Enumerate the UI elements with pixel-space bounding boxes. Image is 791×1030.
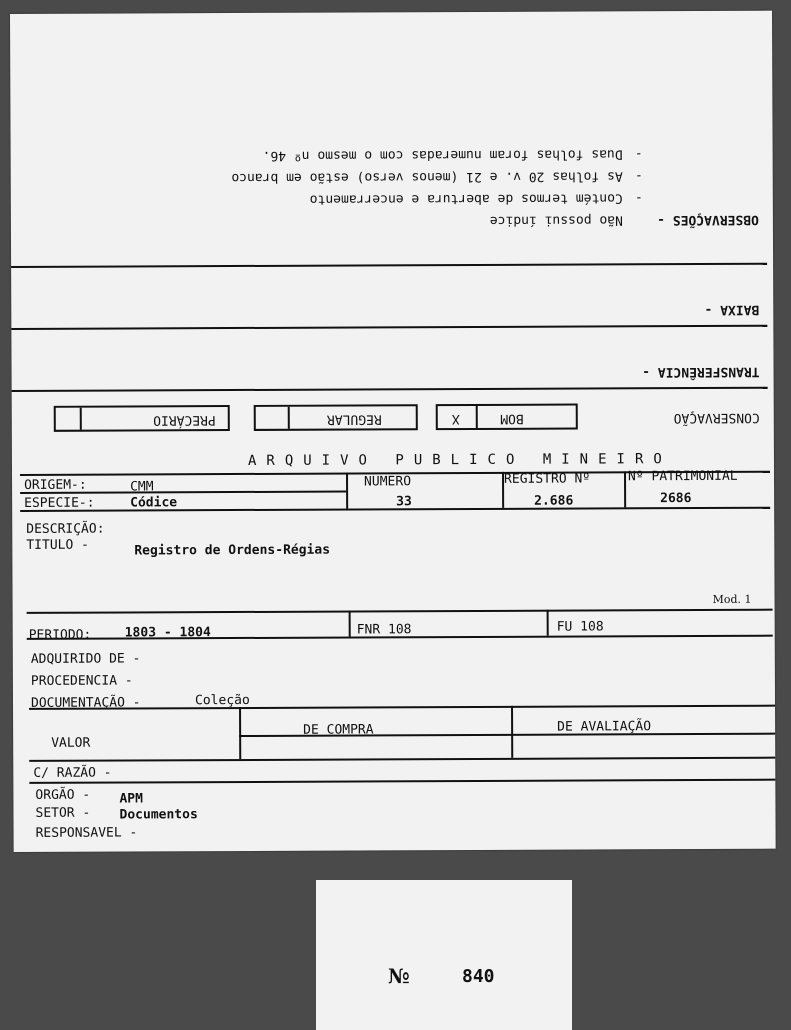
fu-value: FU 108 xyxy=(556,619,604,635)
dash: - xyxy=(634,146,643,162)
especie-label: ESPECIE-: xyxy=(24,495,95,511)
divider xyxy=(11,263,767,268)
setor-value: Documentos xyxy=(119,807,198,823)
institution-header: ARQUIVO PUBLICO MINEIRO xyxy=(247,451,672,469)
dash: - xyxy=(634,190,643,206)
especie-value: Códice xyxy=(130,495,178,511)
observacao-line: Não possui índice xyxy=(489,212,623,228)
divider xyxy=(547,610,549,636)
patrimonial-label: Nº PATRIMONIAL xyxy=(627,468,738,485)
documentacao-label: DOCUMENTAÇÃO - xyxy=(30,695,141,711)
divider xyxy=(27,609,773,614)
orgao-label: ORGÃO - xyxy=(35,787,91,803)
divider xyxy=(346,473,348,509)
baixa-section xyxy=(11,293,773,320)
fnr-value: FNR 108 xyxy=(356,622,412,638)
divider xyxy=(624,471,626,507)
conservacao-option-label: PRECÁRIO xyxy=(153,412,216,428)
patrimonial-value: 2686 xyxy=(660,491,692,507)
adquirido-label: ADQUIRIDO DE - xyxy=(30,651,141,667)
conservacao-precario-box xyxy=(54,405,230,432)
valor-label: VALOR xyxy=(51,735,91,751)
divider xyxy=(476,406,478,428)
observacoes-section xyxy=(11,141,773,234)
transferencia-section xyxy=(12,355,774,382)
model-number: Mod. 1 xyxy=(712,592,752,606)
registro-value: 2.686 xyxy=(534,493,574,509)
orgao-value: APM xyxy=(119,791,143,807)
conservacao-bom-box xyxy=(436,404,578,431)
divider xyxy=(511,706,513,758)
setor-label: SETOR - xyxy=(35,805,91,821)
divider xyxy=(12,387,768,392)
periodo-label: PERIODO: xyxy=(28,627,92,643)
conservacao-regular-box xyxy=(254,404,418,431)
de-compra-label: DE COMPRA xyxy=(303,722,374,738)
observacoes-label: OBSERVAÇÕES - xyxy=(657,211,759,228)
conservacao-mark: X xyxy=(451,411,460,427)
responsavel-label: RESPONSAVEL - xyxy=(35,825,138,841)
numero-label: NUMERO xyxy=(364,474,412,490)
divider xyxy=(288,407,290,429)
number-symbol: № xyxy=(388,964,410,988)
conservacao-section xyxy=(12,395,774,438)
documentacao-value: Coleção xyxy=(194,692,250,709)
de-avaliacao-label: DE AVALIAÇÃO xyxy=(557,719,652,735)
transferencia-label: TRANSFERÊNCIA - xyxy=(642,363,760,380)
descricao-label: DESCRIÇÃO: xyxy=(26,521,105,537)
divider xyxy=(239,707,241,759)
numero-value: 33 xyxy=(396,494,412,510)
periodo-value: 1803 - 1804 xyxy=(124,625,211,641)
procedencia-label: PROCEDENCIA - xyxy=(30,673,133,689)
divider xyxy=(349,611,351,637)
origem-value: CMM xyxy=(130,479,154,495)
divider xyxy=(80,408,82,430)
divider xyxy=(11,325,767,330)
observacao-line: As folhas 20 v. e 21 (menos verso) estão em branco xyxy=(231,168,623,186)
catalog-card xyxy=(10,11,776,852)
number-ticket xyxy=(316,880,572,1030)
conservacao-option-label: BOM xyxy=(500,410,524,426)
titulo-value: Registro de Ordens-Régias xyxy=(134,542,331,559)
baixa-label: BAIXA - xyxy=(704,301,760,317)
registro-label: REGISTRO Nº xyxy=(504,471,591,487)
titulo-label: TITULO - xyxy=(26,537,89,553)
divider xyxy=(29,757,775,762)
conservacao-label: CONSERVAÇÃO xyxy=(673,409,760,426)
conservacao-option-label: REGULAR xyxy=(326,411,382,427)
razao-label: C/ RAZÃO - xyxy=(33,765,112,781)
observacao-line: Duas folhas foram numeradas com o mesmo nº 46. xyxy=(262,146,623,163)
divider xyxy=(29,779,775,784)
ticket-number: 840 xyxy=(462,966,495,987)
observacao-line: Contém termos de abertura e encerramento xyxy=(309,190,623,207)
dash: - xyxy=(634,168,643,184)
origem-label: ORIGEM-: xyxy=(24,477,87,493)
